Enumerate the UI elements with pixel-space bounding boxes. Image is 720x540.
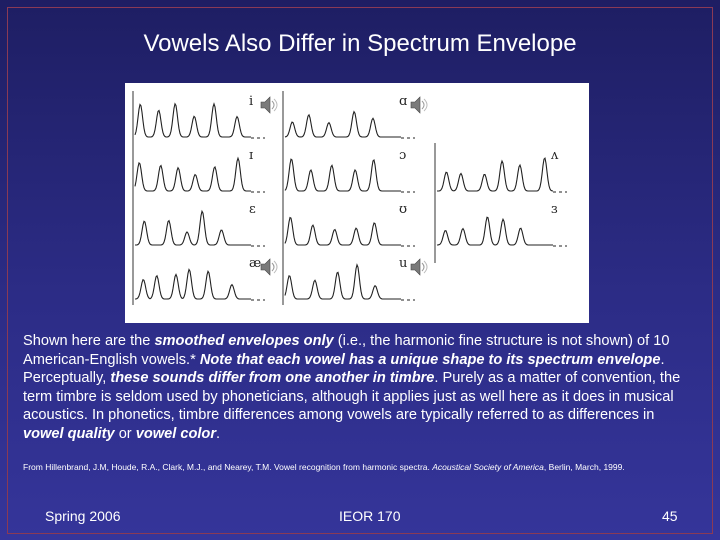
spectrum-envelope-curve xyxy=(135,270,251,300)
vowel-label: u xyxy=(399,256,408,271)
speaker-icon[interactable] xyxy=(261,259,277,275)
spectrum-envelope-curve xyxy=(285,218,401,245)
footer-date: Spring 2006 xyxy=(45,508,121,524)
spectrum-envelope-curve xyxy=(437,217,553,245)
speaker-icon[interactable] xyxy=(411,97,427,113)
citation-footnote: From Hillenbrand, J.M, Houde, R.A., Clark, M.J., and Nearey, T.M. Vowel recognition from harmonic spectra. Acoustical Society of America, Berlin, March, 1999. xyxy=(23,462,625,472)
vowel-label: æ xyxy=(249,256,262,271)
footer-course: IEOR 170 xyxy=(339,508,401,524)
speaker-icon[interactable] xyxy=(411,259,427,275)
spectrum-envelope-curve xyxy=(135,104,251,137)
vowel-label: ʌ xyxy=(551,148,559,163)
vowel-label: ɔ xyxy=(399,148,407,163)
spectrum-envelope-curve xyxy=(437,158,553,191)
vowel-label: ɑ xyxy=(399,94,408,109)
vowel-label: i xyxy=(249,94,254,109)
speaker-icon[interactable] xyxy=(261,97,277,113)
spectrum-envelope-curve xyxy=(285,159,401,191)
vowel-envelope-figure xyxy=(125,83,589,323)
slide-title: Vowels Also Differ in Spectrum Envelope xyxy=(143,30,577,57)
description-paragraph: Shown here are the smoothed envelopes only (i.e., the harmonic fine structure is not shown) of 10 American-English vowels.* Note that each vowel has a unique shape to its spectrum envelope. Perceptually, these sounds differ from one another in timbre. Purely as a matter of convention, the term timbre is seldom used by phoneticians, although it applies just as well here as it does in musical acoustics. In phonetics, timbre differences among vowels are typically referred to as differences in vowel quality or vowel color. xyxy=(23,333,681,442)
footer-page-number: 45 xyxy=(662,508,678,524)
vowel-label: ɜ xyxy=(551,202,558,217)
spectrum-envelope-curve xyxy=(135,158,251,191)
spectrum-envelope-curve xyxy=(285,112,401,137)
spectrum-envelope-curve xyxy=(285,265,401,299)
spectrum-envelope-curve xyxy=(135,211,251,245)
vowel-label: ɛ xyxy=(249,202,256,217)
vowel-label: ɪ xyxy=(249,148,254,163)
vowel-label: ʊ xyxy=(399,202,408,217)
